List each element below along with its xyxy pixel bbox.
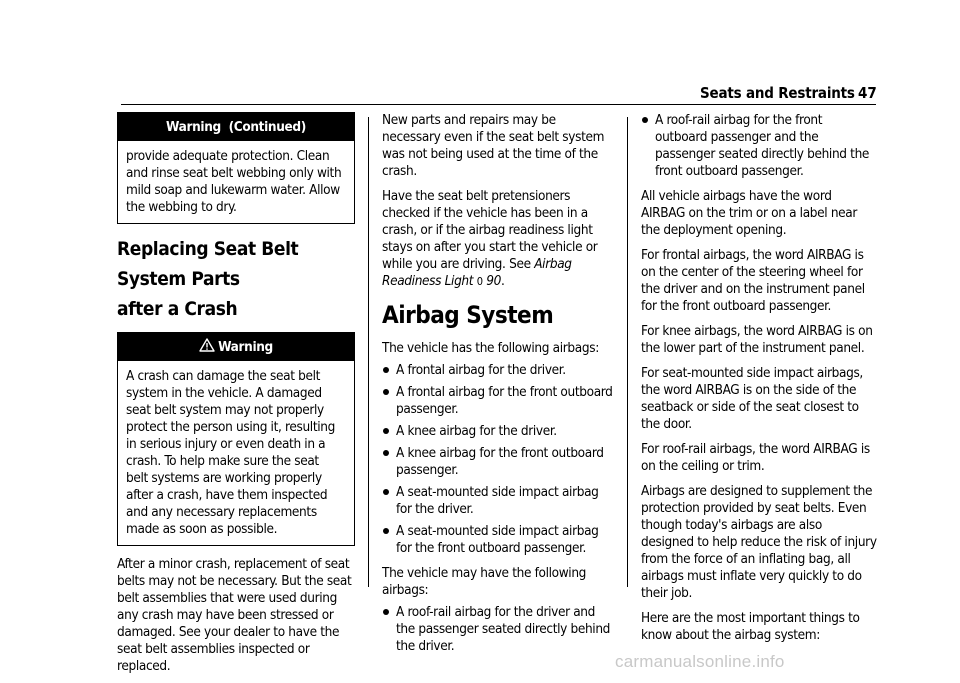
list-item: A roof-rail airbag for the driver and the passenger seated directly behind the driver. — [382, 604, 616, 655]
header-rule — [121, 104, 876, 105]
warning-continued-text: provide adequate protection. Clean and rinse seat belt webbing only with mild soap and lukewarm water. Allow the webbing to dry. — [126, 148, 342, 215]
list-item: A frontal airbag for the front outboard passenger. — [382, 384, 616, 418]
list-item: A seat-mounted side impact airbag for the front outboard passenger. — [382, 523, 616, 557]
page-number: 47 — [858, 84, 877, 102]
warning-title-text: Warning — [218, 339, 273, 355]
optional-airbag-list — [382, 604, 616, 655]
airbags-intro: The vehicle has the following airbags: — [382, 340, 599, 356]
page-ref-icon: 0 — [476, 275, 483, 288]
heading-line-1: Replacing Seat Belt System Parts — [117, 238, 299, 290]
paragraph: Here are the most important things to know about the airbag system: — [641, 610, 860, 643]
heading-line-2: after a Crash — [117, 298, 238, 320]
paragraph: For roof-rail airbags, the word AIRBAG is on the ceiling or trim. — [641, 441, 870, 474]
warning-triangle-icon — [199, 338, 215, 352]
paragraph: For knee airbags, the word AIRBAG is on the lower part of the instrument panel. — [641, 323, 873, 356]
list-item: A roof-rail airbag for the front outboard passenger and the passenger seated directly behind the front outboard passenger. — [641, 112, 877, 180]
pretensioner-paragraph: Have the seat belt pretensioners checked if the vehicle has been in a crash, or if the airbag readiness light stays on after you start the vehicle or while you are driving. See Airbag Readiness Light 0 90. — [382, 188, 598, 289]
column-1 — [117, 112, 355, 683]
see-label: See — [509, 256, 531, 272]
paragraph: All vehicle airbags have the word AIRBAG on the trim or on a label near the deployment opening. — [641, 188, 858, 238]
list-item: A knee airbag for the front outboard passenger. — [382, 445, 616, 479]
optional-airbag-list-continued — [641, 112, 877, 180]
warning-text: A crash can damage the seat belt system in the vehicle. A damaged seat belt system may not properly protect the person using it, resulting in serious injury or even death in a crash. To help make sure the seat belt systems are working properly after a crash, have them inspected and any necessary replacements made as soon as possible. — [126, 368, 335, 537]
list-item: A frontal airbag for the driver. — [382, 362, 616, 379]
may-have-intro: The vehicle may have the following airbags: — [382, 565, 587, 598]
running-header-title: Seats and Restraints — [700, 84, 855, 102]
airbag-system-heading: Airbag System — [382, 301, 554, 329]
list-item: A seat-mounted side impact airbag for the driver. — [382, 484, 616, 518]
paragraph: Airbags are designed to supplement the protection provided by seat belts. Even though today's airbags are also designed to help reduce the risk of injury from the force of an inflating bag, all airbags must inflate very quickly to do their job. — [641, 483, 877, 601]
page-ref-number[interactable]: 90 — [486, 273, 501, 289]
paragraph: For seat-mounted side impact airbags, the word AIRBAG is on the side of the seatback or side of the seat closest to the door. — [641, 365, 863, 432]
airbag-list — [382, 362, 616, 557]
watermark: carmanualsonline.info — [615, 652, 785, 671]
new-parts-paragraph: New parts and repairs may be necessary even if the seat belt system was not being used at the time of the crash. — [382, 112, 605, 179]
airbag-readiness-light-link[interactable]: Airbag Readiness Light — [382, 256, 572, 289]
warning-box — [117, 332, 355, 546]
column-2 — [382, 112, 616, 663]
warning-title — [118, 333, 354, 361]
after-crash-paragraph: After a minor crash, replacement of seat belts may not be necessary. But the seat belt assemblies that were used during any crash may have been stressed or damaged. See your dealer to have the seat belt assemblies inspected or replaced. — [117, 556, 352, 674]
warning-continued-box — [117, 112, 355, 224]
section-heading-replacing-parts — [117, 234, 355, 324]
list-item: A knee airbag for the driver. — [382, 423, 616, 440]
column-3 — [641, 112, 877, 652]
column-divider-right — [627, 117, 628, 587]
warning-continued-title: Warning (Continued) — [118, 113, 354, 141]
paragraph: For frontal airbags, the word AIRBAG is on the center of the steering wheel for the driver and on the instrument panel for the front outboard passenger. — [641, 247, 865, 314]
pretensioner-text: Have the seat belt pretensioners checked if the vehicle has been in a crash, or if the airbag readiness light stays on after you start the vehicle or while you are driving. — [382, 188, 598, 272]
column-divider-left — [368, 117, 369, 587]
